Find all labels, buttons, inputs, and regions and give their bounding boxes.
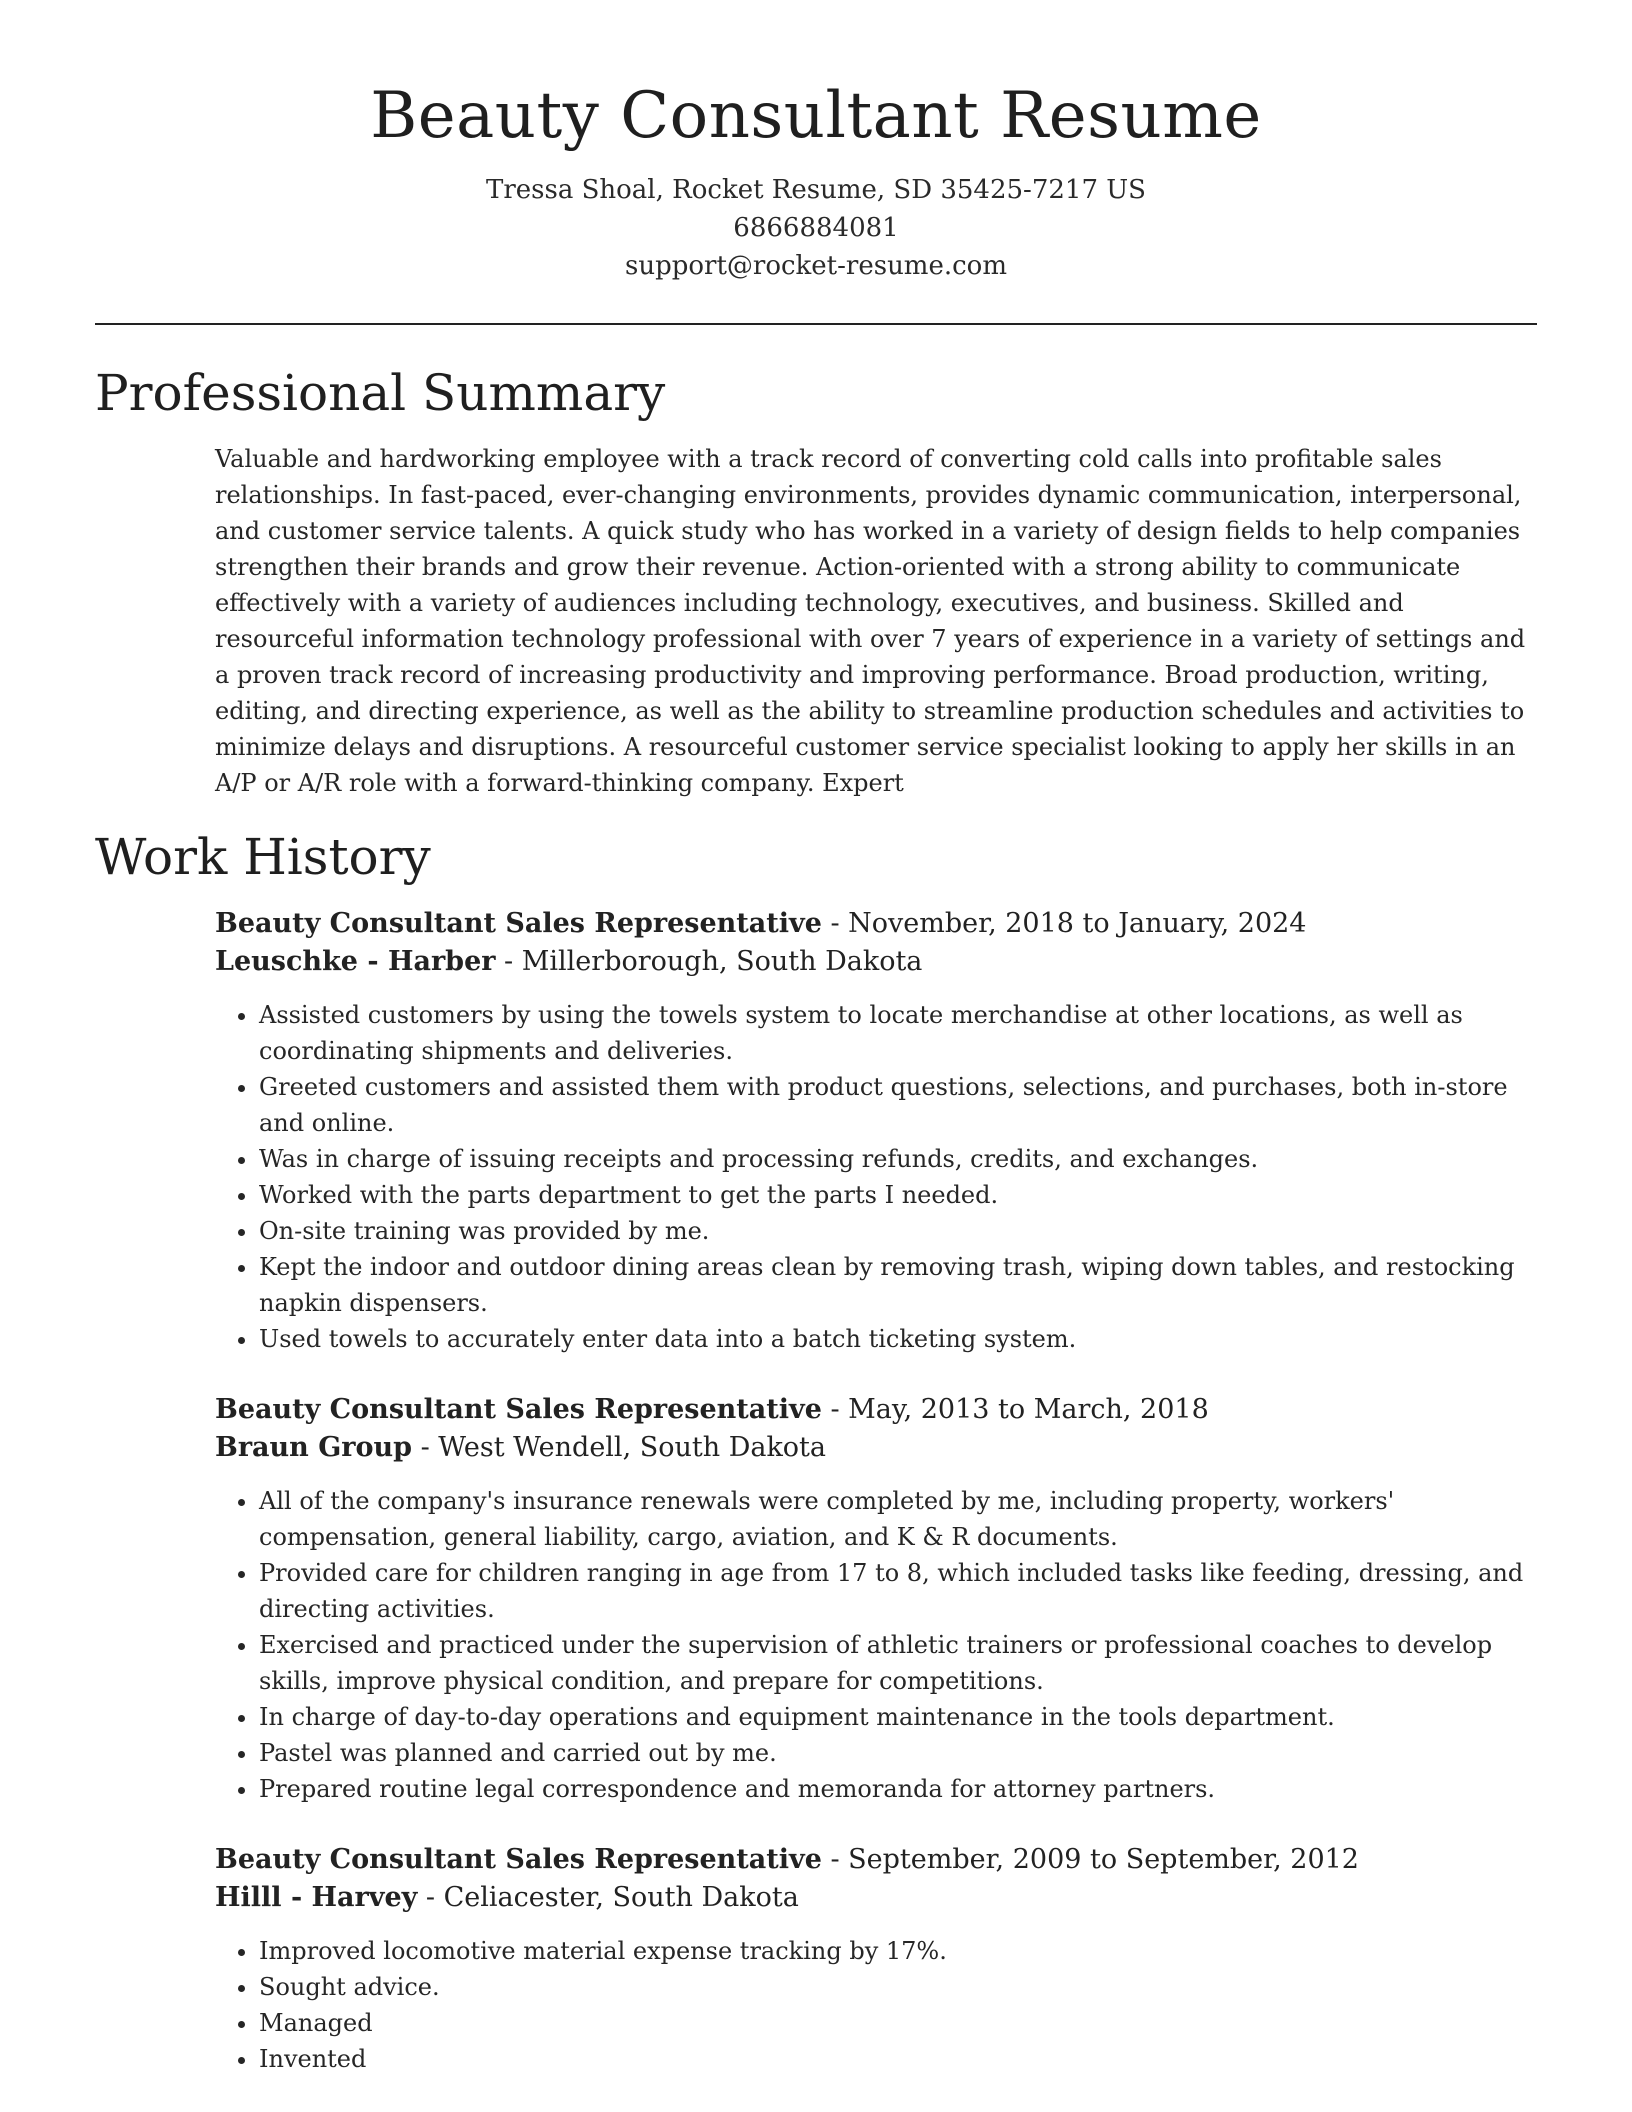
- job-bullets: [215, 997, 1537, 1357]
- job-company-line: [215, 943, 1537, 981]
- job-entry: [215, 1391, 1537, 1807]
- contact-email: support@rocket-resume.com: [624, 250, 1007, 281]
- job-dates: - May, 2013 to March, 2018: [821, 1393, 1209, 1425]
- job-bullet: • Provided care for children ranging in age from 17 to 8, which included tasks like feeding, dressing, and directing activities.: [259, 1555, 1537, 1627]
- summary-text: Valuable and hardworking employee with a track record of converting cold calls into profitable sales relationships. In fast-paced, ever-changing environments, provides dynamic communication, interpersonal, and customer service talents. A quick study who has worked in a variety of design fields to help companies strengthen their brands and grow their revenue. Action-oriented with a strong ability to communicate effectively with a variety of audiences including technology, executives, and business. Skilled and resourceful information technology professional with over 7 years of experience in a variety of settings and a proven track record of increasing productivity and improving performance. Broad production, writing, editing, and directing experience, as well as the ability to streamline production schedules and activities to minimize delays and disruptions. A resourceful customer service specialist looking to apply her skills in an A/P or A/R role with a forward-thinking company. Expert: [215, 444, 1526, 797]
- job-bullet: • Assisted customers by using the towels system to locate merchandise at other locations, as well as coordinating shipments and deliveries.: [259, 997, 1537, 1069]
- job-dates: - November, 2018 to January, 2024: [821, 907, 1307, 939]
- job-title-line: [215, 1841, 1537, 1879]
- job-bullet: • Used towels to accurately enter data into a batch ticketing system.: [259, 1321, 1537, 1357]
- summary-heading: Professional Summary: [95, 363, 666, 422]
- job-company-line: [215, 1429, 1537, 1467]
- job-title-line: [215, 905, 1537, 943]
- job-bullets: [215, 1933, 1537, 2077]
- resume-header: [95, 0, 1537, 285]
- job-bullet: • Exercised and practiced under the supervision of athletic trainers or professional coaches to develop skills, improve physical condition, and prepare for competitions.: [259, 1627, 1537, 1699]
- job-company: Leuschke - Harber: [215, 945, 496, 977]
- job-bullet: • Improved locomotive material expense tracking by 17%.: [259, 1933, 1537, 1969]
- header-divider: [95, 323, 1537, 325]
- job-bullet: • Invented: [259, 2041, 1537, 2077]
- job-location: - Millerborough, South Dakota: [495, 945, 923, 977]
- job-location: - West Wendell, South Dakota: [412, 1431, 827, 1463]
- summary-body: [215, 441, 1537, 801]
- job-bullet: • All of the company's insurance renewals were completed by me, including property, workers' compensation, general liability, cargo, aviation, and K & R documents.: [259, 1483, 1537, 1555]
- job-bullet: • Was in charge of issuing receipts and processing refunds, credits, and exchanges.: [259, 1141, 1537, 1177]
- job-company-line: [215, 1879, 1537, 1917]
- contact-phone: 6866884081: [733, 212, 899, 243]
- summary-section: [95, 363, 1537, 801]
- page-title: Beauty Consultant Resume: [370, 79, 1262, 153]
- job-bullet: • Kept the indoor and outdoor dining areas clean by removing trash, wiping down tables, and restocking napkin dispensers.: [259, 1249, 1537, 1321]
- job-bullet: • On-site training was provided by me.: [259, 1213, 1537, 1249]
- job-title: Beauty Consultant Sales Representative: [215, 907, 822, 939]
- job-bullet: • Sought advice.: [259, 1969, 1537, 2005]
- job-location: - Celiacester, South Dakota: [417, 1881, 799, 1913]
- job-company: Braun Group: [215, 1431, 413, 1463]
- job-title: Beauty Consultant Sales Representative: [215, 1843, 822, 1875]
- job-bullet: • Pastel was planned and carried out by me.: [259, 1735, 1537, 1771]
- work-history-body: [215, 905, 1537, 2077]
- job-bullet: • Managed: [259, 2005, 1537, 2041]
- job-dates: - September, 2009 to September, 2012: [821, 1843, 1359, 1875]
- job-entry: [215, 905, 1537, 1357]
- job-bullet: • Worked with the parts department to get the parts I needed.: [259, 1177, 1537, 1213]
- contact-block: [95, 171, 1537, 285]
- job-bullet: • In charge of day-to-day operations and equipment maintenance in the tools department.: [259, 1699, 1537, 1735]
- job-bullet: • Prepared routine legal correspondence and memoranda for attorney partners.: [259, 1771, 1537, 1807]
- job-entry: [215, 1841, 1537, 2077]
- job-company: Hilll - Harvey: [215, 1881, 418, 1913]
- job-bullet: • Greeted customers and assisted them with product questions, selections, and purchases, both in-store and online.: [259, 1069, 1537, 1141]
- job-bullets: [215, 1483, 1537, 1807]
- job-title-line: [215, 1391, 1537, 1429]
- job-title: Beauty Consultant Sales Representative: [215, 1393, 822, 1425]
- work-history-section: [95, 827, 1537, 2077]
- contact-address: Tressa Shoal, Rocket Resume, SD 35425-7217 US: [485, 174, 1146, 205]
- work-history-heading: Work History: [95, 827, 431, 886]
